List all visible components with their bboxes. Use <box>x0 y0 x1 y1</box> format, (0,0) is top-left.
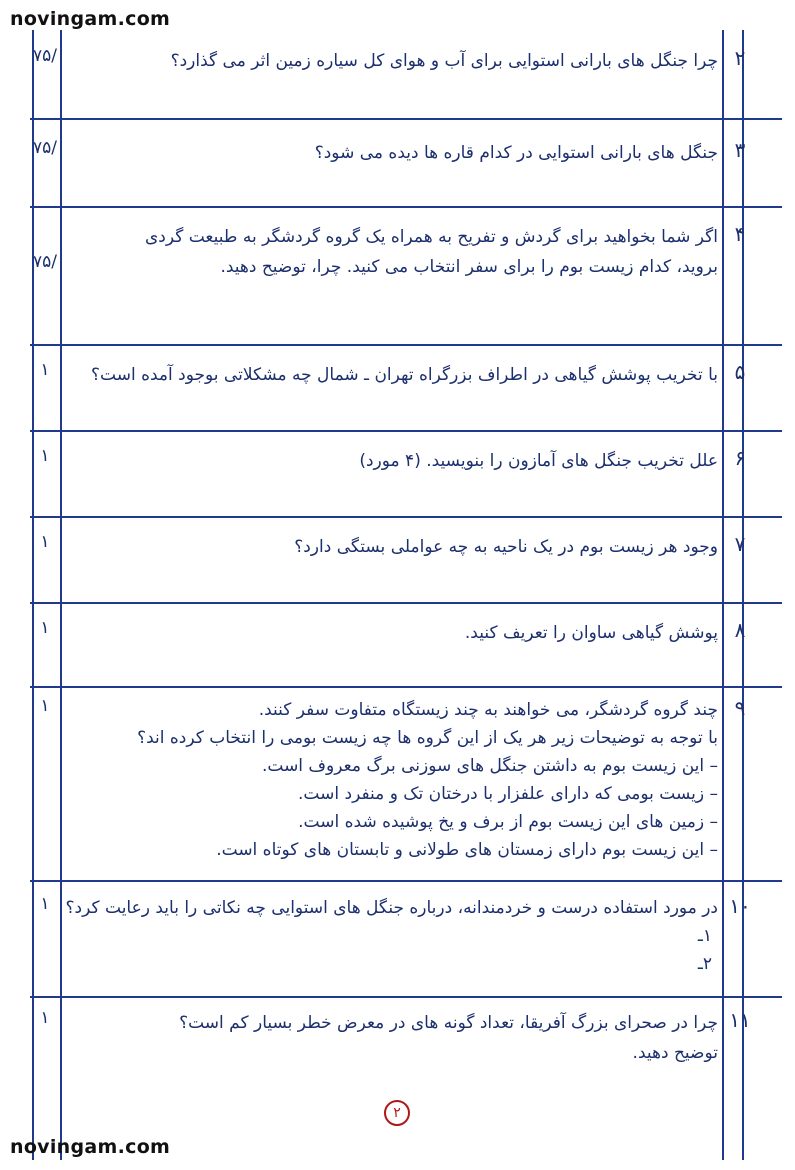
exam-sheet <box>30 30 782 1160</box>
right-border-inner <box>742 30 744 1160</box>
bullet-item: – این زیست بوم به داشتن جنگل های سوزنی برگ معروف است. <box>70 752 718 780</box>
answer-slot: ۱ـ <box>697 926 712 946</box>
question-score: ۱ <box>40 532 50 552</box>
question-score: ۱ <box>40 618 50 638</box>
question-line: بروید، کدام زیست بوم را برای سفر انتخاب می کنید. چرا، توضیح دهید. <box>220 257 718 277</box>
row-divider <box>30 516 782 518</box>
question-text <box>70 360 718 390</box>
question-line: وجود هر زیست بوم در یک ناحیه به چه عواملی بستگی دارد؟ <box>294 537 718 557</box>
watermark-bottom: novingam.com <box>10 1136 171 1158</box>
question-score: ۱ <box>40 446 50 466</box>
row-divider <box>30 686 782 688</box>
number-column-divider <box>722 30 724 1160</box>
question-score: ۷۵/ <box>33 252 57 272</box>
question-score: ۱ <box>40 1008 50 1028</box>
row-divider <box>30 206 782 208</box>
question-number: ۱۰ <box>729 894 751 918</box>
row-divider <box>30 996 782 998</box>
question-line: توضیح دهید. <box>632 1043 718 1063</box>
question-line: چرا جنگل های بارانی استوایی برای آب و هوای کل سیاره زمین اثر می گذارد؟ <box>170 51 718 71</box>
question-number: ۹ <box>734 696 746 720</box>
question-text <box>70 46 718 76</box>
bullet-item: – زمین های این زیست بوم از برف و یخ پوشیده شده است. <box>70 808 718 836</box>
question-score: ۱ <box>40 360 50 380</box>
question-text <box>65 894 718 978</box>
question-line: اگر شما بخواهید برای گردش و تفریح به همراه یک گروه گردشگر به طبیعت گردی <box>144 227 718 247</box>
question-line: چرا در صحرای بزرگ آفریقا، تعداد گونه های در معرض خطر بسیار کم است؟ <box>179 1013 718 1033</box>
row-divider <box>30 602 782 604</box>
question-line: جنگل های بارانی استوایی در کدام قاره ها دیده می شود؟ <box>314 143 718 163</box>
question-score: ۷۵/ <box>33 46 57 66</box>
question-text <box>70 532 718 562</box>
bullet-item: – این زیست بوم دارای زمستان های طولانی و تابستان های کوتاه است. <box>70 836 718 864</box>
question-line: با تخریب پوشش گیاهی در اطراف بزرگراه تهران ـ شمال چه مشکلاتی بوجود آمده است؟ <box>90 365 718 385</box>
question-number: ۶ <box>734 446 746 470</box>
question-score: ۱ <box>40 894 50 914</box>
answer-slot: ۲ـ <box>697 954 712 974</box>
bullet-item: – زیست بومی که دارای علفزار با درختان تک و منفرد است. <box>70 780 718 808</box>
question-number: ۳ <box>734 138 746 162</box>
row-divider <box>30 344 782 346</box>
page-number: ۲ <box>384 1100 410 1126</box>
score-column-divider <box>60 30 62 1160</box>
left-border <box>32 30 34 1160</box>
question-number: ۵ <box>734 360 746 384</box>
question-line: در مورد استفاده درست و خردمندانه، درباره جنگل های استوایی چه نکاتی را باید رعایت کرد؟ <box>65 898 718 918</box>
question-text <box>70 696 718 864</box>
question-text <box>70 446 718 476</box>
question-number: ۷ <box>734 532 746 556</box>
question-text <box>70 222 718 282</box>
question-number: ۴ <box>734 222 746 246</box>
question-number: ۸ <box>734 618 746 642</box>
question-text <box>70 618 718 648</box>
row-divider <box>30 430 782 432</box>
watermark-top: novingam.com <box>10 8 171 30</box>
question-line: چند گروه گردشگر، می خواهند به چند زیستگاه متفاوت سفر کنند. <box>258 700 718 720</box>
row-divider <box>30 118 782 120</box>
question-line: علل تخریب جنگل های آمازون را بنویسید. (۴ مورد) <box>359 451 718 471</box>
question-score: ۱ <box>40 696 50 716</box>
question-text <box>70 138 718 168</box>
question-line: پوشش گیاهی ساوان را تعریف کنید. <box>464 623 718 643</box>
question-number: ۲ <box>734 46 746 70</box>
row-divider <box>30 880 782 882</box>
question-score: ۷۵/ <box>33 138 57 158</box>
question-text <box>70 1008 718 1068</box>
question-line: با توجه به توضیحات زیر هر یک از این گروه ها چه زیست بومی را انتخاب کرده اند؟ <box>137 728 718 748</box>
question-number: ۱۱ <box>729 1008 751 1032</box>
